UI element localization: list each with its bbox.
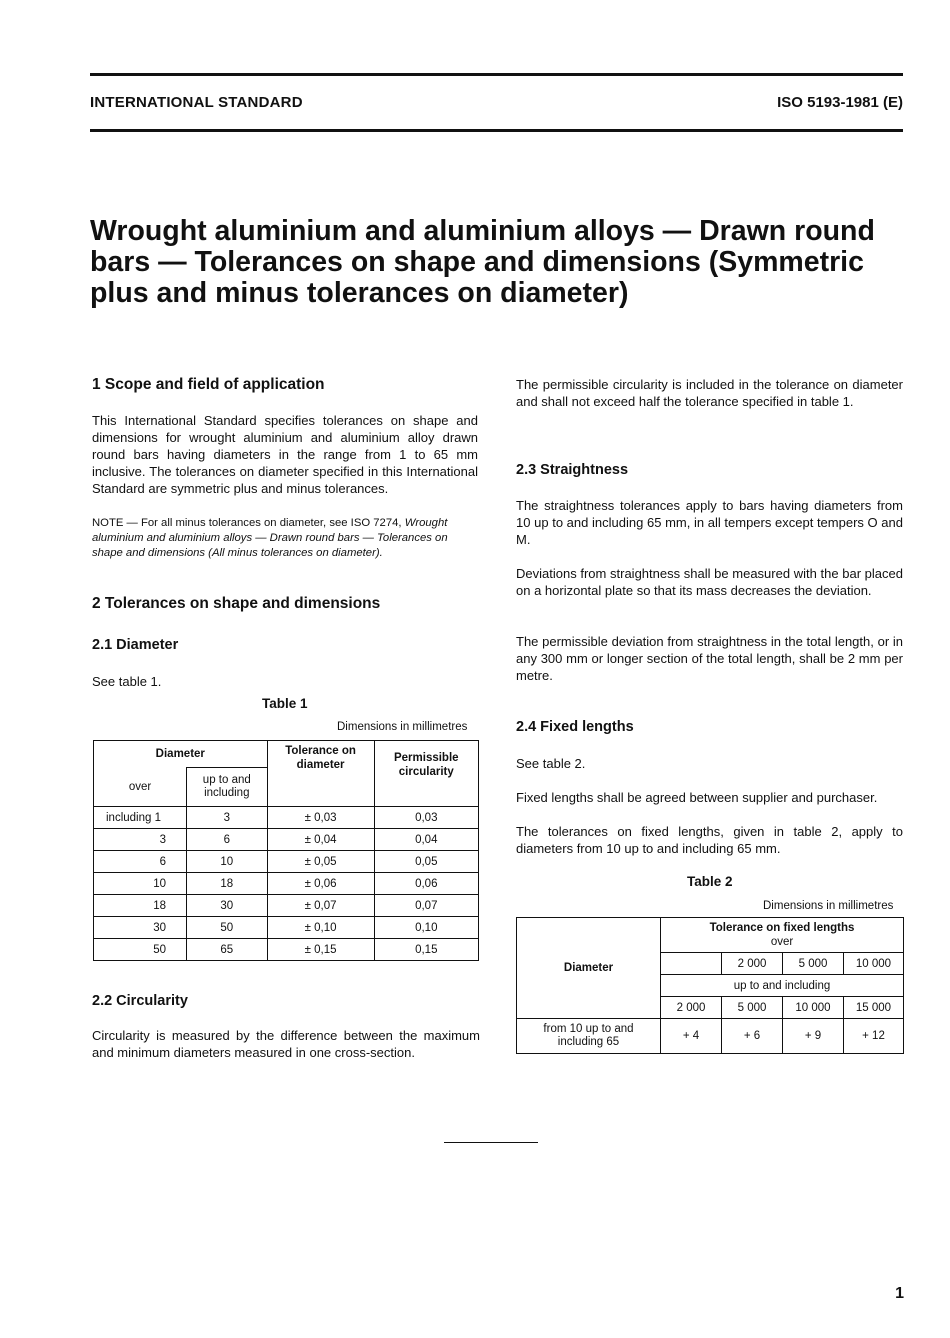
table-row: [94, 895, 479, 917]
t1-cell-tolerance: ± 0,06: [267, 873, 374, 895]
t1-cell-over: 30: [94, 917, 187, 939]
section-1-paragraph: This International Standard specifies tolerances on shape and dimensions for wrought aluminium and aluminium alloy drawn round bars having diameters in the range from 1 to 65 mm inclusive. The tolerances on diameter specified in this International Standard are symmetric plus and minus tolerances.: [92, 413, 478, 496]
note-prefix: NOTE — For all minus tolerances on diameter, see ISO 7274,: [92, 517, 405, 529]
table-row: [94, 873, 479, 895]
t1-cell-tolerance: ± 0,03: [267, 807, 374, 829]
t2-row-value: + 6: [722, 1019, 783, 1054]
t1-cell-circularity: 0,07: [374, 895, 478, 917]
fixed-lengths-para-1: See table 2.: [516, 756, 586, 771]
circularity-paragraph: The permissible circularity is included in the tolerance on diameter and shall not exceed half the tolerance specified in table 1.: [516, 377, 903, 409]
page-number: 1: [895, 1285, 904, 1302]
section-2-heading: 2 Tolerances on shape and dimensions: [92, 595, 381, 612]
t2-row-value: + 4: [661, 1019, 722, 1054]
t2-over-value: 5 000: [783, 953, 844, 975]
document-title: Wrought aluminium and aluminium alloys — Drawn round bars — Tolerances on shape and dimensions (Symmetric plus and minus tolerances on diameter): [90, 215, 875, 309]
t2-upto-value: 2 000: [661, 997, 722, 1019]
table-1: [93, 740, 479, 961]
t2-row-value: + 9: [783, 1019, 844, 1054]
t1-cell-over: 18: [94, 895, 187, 917]
t1-header-diameter: Diameter: [94, 741, 268, 768]
footer-rule: [444, 1142, 538, 1143]
t2-over-value: 2 000: [722, 953, 783, 975]
section-2-2-heading: 2.2 Circularity: [92, 993, 188, 1009]
t1-cell-tolerance: ± 0,05: [267, 851, 374, 873]
table-row: [94, 807, 479, 829]
t2-header-tolerance: [661, 918, 904, 953]
t2-row-value: + 12: [844, 1019, 904, 1054]
t1-cell-circularity: 0,06: [374, 873, 478, 895]
t2-header-diameter: Diameter: [517, 918, 661, 1019]
t2-upto-value: 10 000: [783, 997, 844, 1019]
t1-cell-circularity: 0,05: [374, 851, 478, 873]
t1-cell-upto: 30: [187, 895, 268, 917]
t1-cell-upto: 6: [187, 829, 268, 851]
section-1-note: [92, 516, 480, 561]
header-standard-number: ISO 5193-1981 (E): [777, 94, 903, 111]
t1-cell-over: 10: [94, 873, 187, 895]
t1-cell-upto: 10: [187, 851, 268, 873]
table-2-caption: Table 2: [687, 874, 733, 889]
t1-header-upto: up to and including: [187, 768, 268, 807]
note-reference: Wrought aluminium and aluminium alloys — Drawn round bars — Tolerances on shape and dimensions (All minus tolerances on diameter).: [92, 517, 448, 559]
t2-upto-value: 5 000: [722, 997, 783, 1019]
t1-cell-upto: 18: [187, 873, 268, 895]
table-row: [94, 939, 479, 961]
t1-cell-tolerance: ± 0,15: [267, 939, 374, 961]
t1-cell-upto: 65: [187, 939, 268, 961]
t1-cell-over: 50: [94, 939, 187, 961]
t2-over-value: 10 000: [844, 953, 904, 975]
header-standard-label: INTERNATIONAL STANDARD: [90, 94, 303, 111]
section-2-4-heading: 2.4 Fixed lengths: [516, 719, 634, 735]
straightness-para-3: The permissible deviation from straightness in the total length, or in any 300 mm or longer section of the total length, shall be 2 mm per metre.: [516, 634, 903, 683]
t1-cell-circularity: 0,10: [374, 917, 478, 939]
t1-cell-upto: 3: [187, 807, 268, 829]
straightness-para-2: Deviations from straightness shall be measured with the bar placed on a horizontal plate so that its mass decreases the deviation.: [516, 566, 903, 598]
header-rule-bottom: [90, 129, 903, 132]
t1-cell-tolerance: ± 0,10: [267, 917, 374, 939]
t1-cell-circularity: 0,15: [374, 939, 478, 961]
table-row: [94, 851, 479, 873]
t1-cell-over: including 1: [94, 807, 187, 829]
t2-header-upto: up to and including: [661, 975, 904, 997]
t2-over-value: [661, 953, 722, 975]
t1-cell-over: 3: [94, 829, 187, 851]
t2-row-label: from 10 up to and including 65: [517, 1019, 661, 1054]
t1-header-tolerance: Tolerance on diameter: [267, 741, 374, 807]
section-2-3-heading: 2.3 Straightness: [516, 462, 629, 478]
section-2-2-text: Circularity is measured by the difference between the maximum and minimum diameters measured in one cross-section.: [92, 1028, 480, 1060]
table-1-units: Dimensions in millimetres: [337, 721, 468, 733]
t1-header-circularity: Permissible circularity: [374, 741, 478, 807]
t2-upto-value: 15 000: [844, 997, 904, 1019]
t1-cell-tolerance: ± 0,07: [267, 895, 374, 917]
t1-header-over: over: [94, 768, 187, 807]
t1-cell-over: 6: [94, 851, 187, 873]
t2-header-over: over: [770, 936, 794, 948]
header-rule-top: [90, 73, 903, 76]
straightness-para-1: The straightness tolerances apply to bars having diameters from 10 up to and including 65 mm, in all tempers except tempers O and M.: [516, 498, 903, 547]
t1-cell-tolerance: ± 0,04: [267, 829, 374, 851]
table-1-caption: Table 1: [262, 696, 308, 711]
section-1-heading: 1 Scope and field of application: [92, 376, 325, 393]
table-row: [94, 917, 479, 939]
t1-cell-upto: 50: [187, 917, 268, 939]
t1-cell-circularity: 0,03: [374, 807, 478, 829]
fixed-lengths-para-3: The tolerances on fixed lengths, given in table 2, apply to diameters from 10 up to and including 65 mm.: [516, 824, 903, 856]
t1-cell-circularity: 0,04: [374, 829, 478, 851]
table-2-units: Dimensions in millimetres: [763, 900, 894, 912]
section-2-1-heading: 2.1 Diameter: [92, 637, 179, 653]
table-row: [517, 1019, 904, 1054]
section-2-1-text: See table 1.: [92, 674, 162, 689]
table-row: [94, 829, 479, 851]
t2-header-tolerance-label: Tolerance on fixed lengths: [709, 922, 855, 934]
fixed-lengths-para-2: Fixed lengths shall be agreed between supplier and purchaser.: [516, 790, 878, 805]
table-2: [516, 917, 904, 1054]
